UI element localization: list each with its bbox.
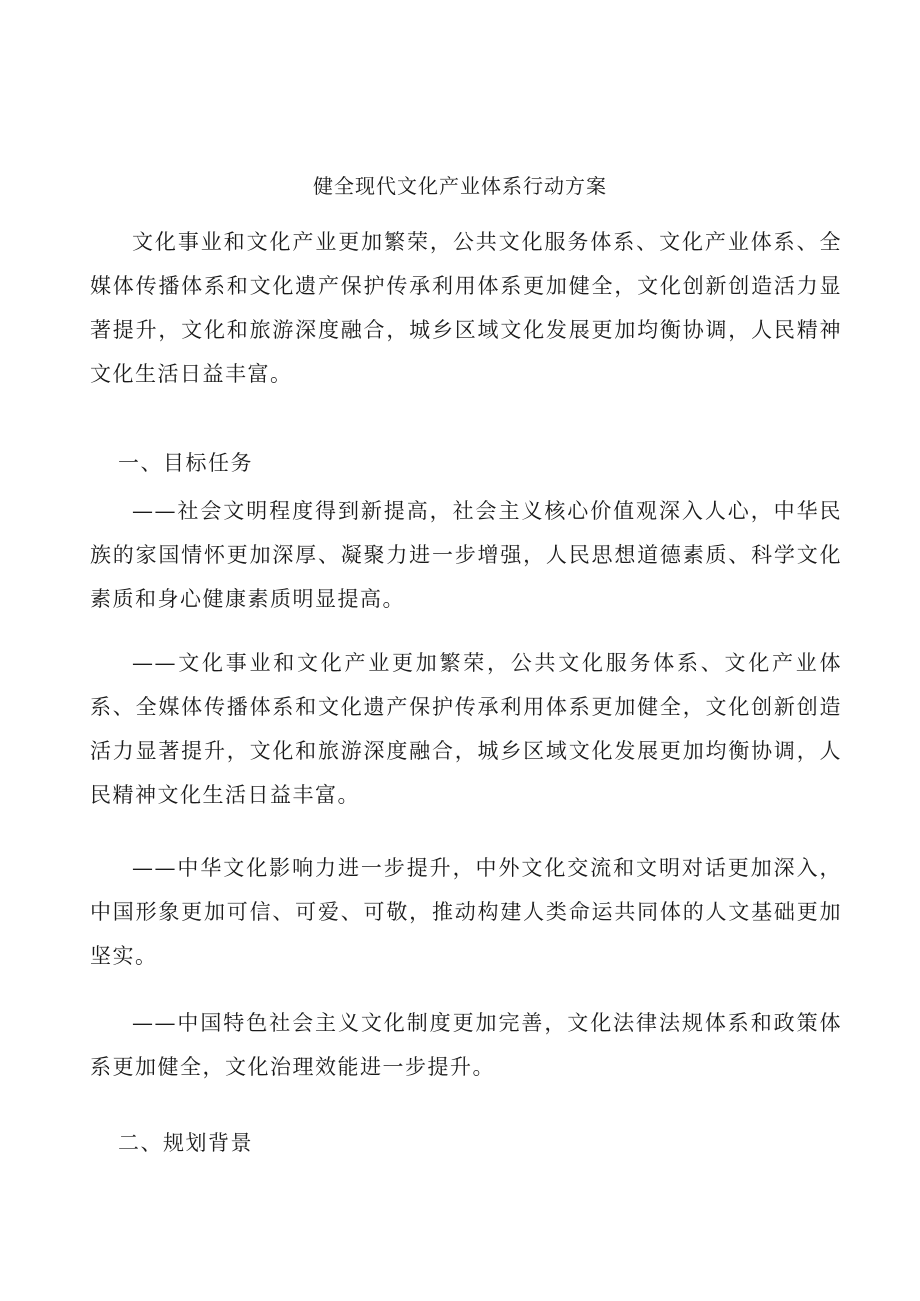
goal-paragraph-4: ——中国特色社会主义文化制度更加完善，文化法律法规体系和政策体系更加健全，文化治理效能进一步提升。 [90,1011,842,1079]
section-heading-background: 二、规划背景 [118,1131,253,1155]
goal-paragraph-3: ——中华文化影响力进一步提升，中外文化交流和文明对话更加深入，中国形象更加可信、可爱、可敬，推动构建人类命运共同体的人文基础更加坚实。 [90,856,842,968]
document-title: 健全现代文化产业体系行动方案 [313,174,607,198]
section-heading-goals: 一、目标任务 [118,451,253,475]
intro-paragraph: 文化事业和文化产业更加繁荣，公共文化服务体系、文化产业体系、全媒体传播体系和文化遗产保护传承利用体系更加健全，文化创新创造活力显著提升，文化和旅游深度融合，城乡区域文化发展更加均衡协调，人民精神文化生活日益丰富。 [90,230,842,386]
goal-paragraph-1: ——社会文明程度得到新提高，社会主义核心价值观深入人心，中华民族的家国情怀更加深厚、凝聚力进一步增强，人民思想道德素质、科学文化素质和身心健康素质明显提高。 [90,499,842,611]
goal-paragraph-2: ——文化事业和文化产业更加繁荣，公共文化服务体系、文化产业体系、全媒体传播体系和文化遗产保护传承利用体系更加健全，文化创新创造活力显著提升，文化和旅游深度融合，城乡区域文化发展更加均衡协调，人民精神文化生活日益丰富。 [90,651,842,807]
